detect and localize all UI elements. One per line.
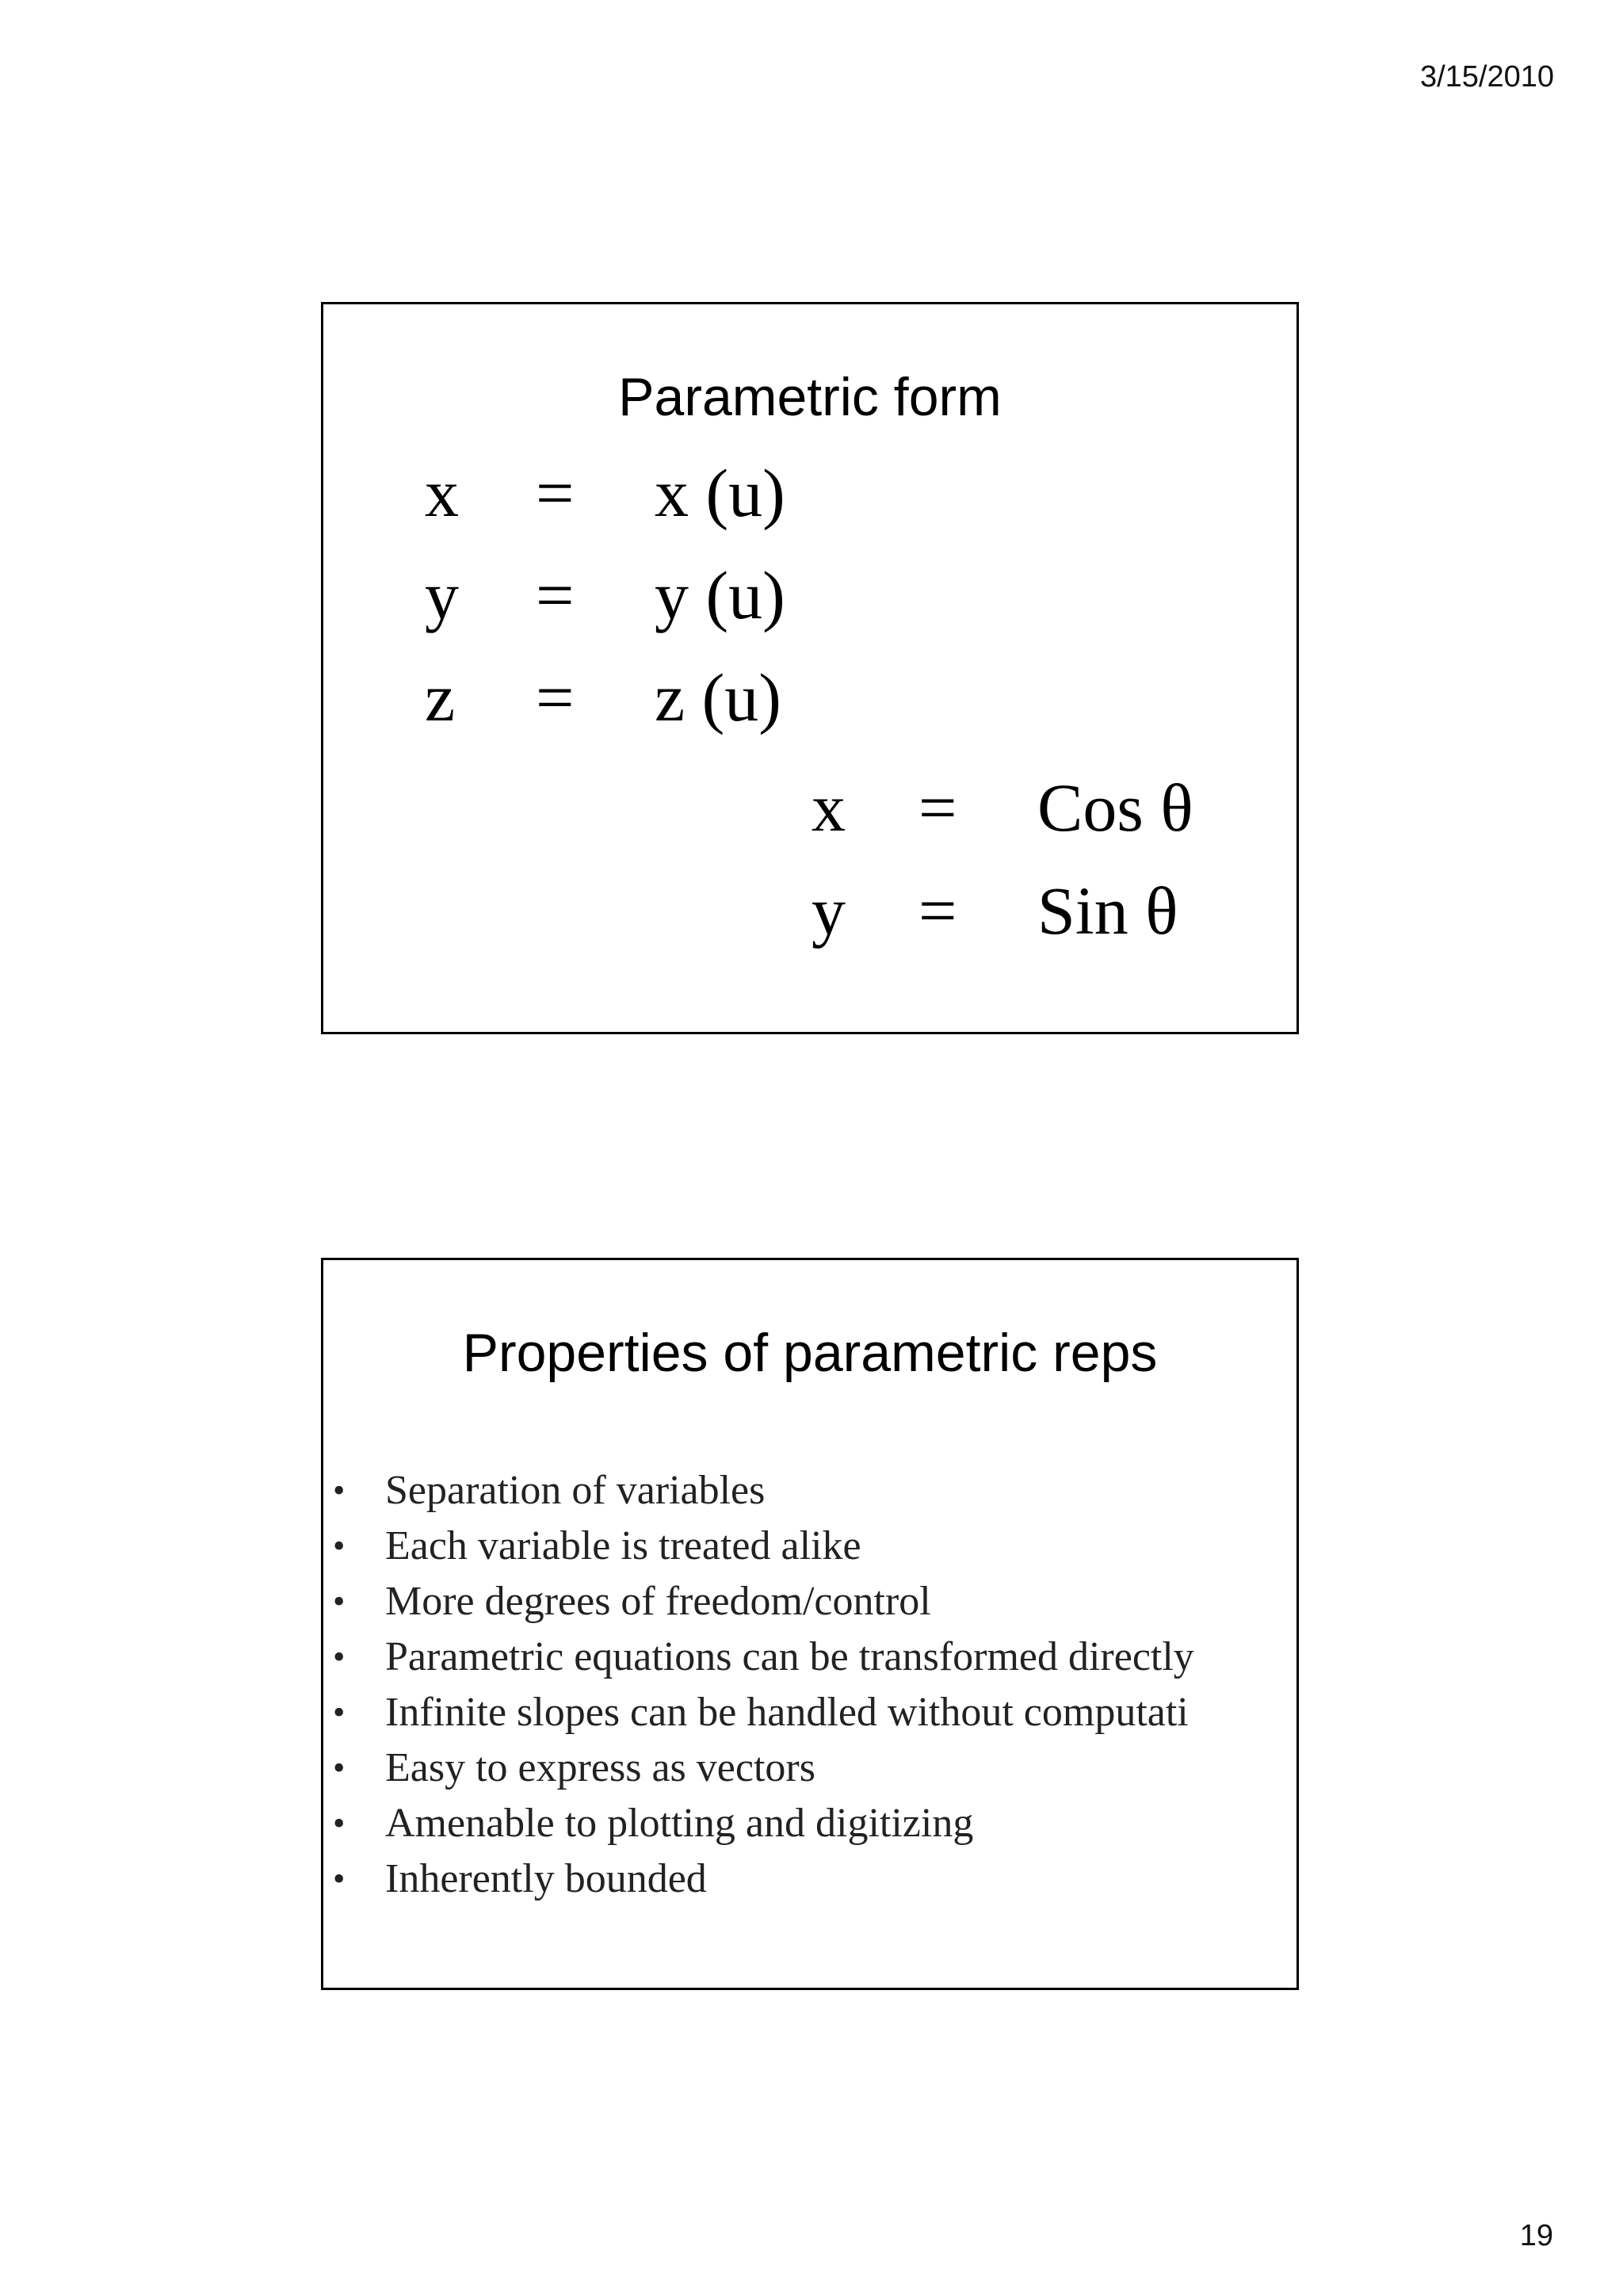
slide-title: Properties of parametric reps — [462, 1323, 1158, 1383]
equation-rhs: Sin θ — [1037, 873, 1178, 949]
equation-rhs: z (u) — [655, 659, 781, 735]
list-item-text: Inherently bounded — [385, 1856, 707, 1901]
bullet-icon: • — [333, 1526, 346, 1565]
list-item — [323, 1740, 1194, 1796]
list-item — [323, 1574, 1194, 1629]
list-item — [323, 1519, 1194, 1574]
bullet-list — [323, 1463, 1194, 1907]
bullet-icon: • — [333, 1637, 346, 1676]
list-item-text: Parametric equations can be transformed directly — [385, 1634, 1194, 1679]
list-item — [323, 1851, 1194, 1907]
bullet-icon: • — [333, 1471, 346, 1510]
list-item — [323, 1685, 1194, 1740]
list-item — [323, 1629, 1194, 1685]
equation-lhs: y — [425, 557, 459, 633]
equation-operator: = — [918, 873, 957, 949]
bullet-icon: • — [333, 1582, 346, 1621]
list-item-text: Separation of variables — [385, 1468, 766, 1513]
equation-lhs: x — [812, 770, 846, 846]
equation-rhs: y (u) — [655, 557, 785, 633]
equation-lhs: z — [425, 659, 456, 735]
list-item-text: Easy to express as vectors — [385, 1745, 815, 1790]
slide-title: Parametric form — [618, 367, 1002, 427]
equation-operator: = — [536, 557, 575, 633]
list-item — [323, 1796, 1194, 1851]
bullet-icon: • — [333, 1693, 346, 1732]
equation-lhs: x — [425, 455, 459, 531]
list-item — [323, 1463, 1194, 1519]
list-item-text: Infinite slopes can be handled without computati — [385, 1690, 1189, 1735]
list-item-text: Each variable is treated alike — [385, 1523, 861, 1568]
equation-lhs: y — [812, 873, 846, 949]
equation-operator: = — [918, 770, 957, 846]
list-item-text: Amenable to plotting and digitizing — [385, 1801, 974, 1846]
equation-rhs: Cos θ — [1037, 770, 1193, 846]
page-number: 19 — [1519, 2219, 1553, 2252]
equation-rhs: x (u) — [655, 455, 785, 531]
bullet-icon: • — [333, 1748, 346, 1787]
bullet-icon: • — [333, 1804, 346, 1843]
bullet-icon: • — [333, 1859, 346, 1898]
equation-operator: = — [536, 455, 575, 531]
page-date: 3/15/2010 — [1419, 60, 1554, 94]
list-item-text: More degrees of freedom/control — [385, 1579, 931, 1624]
slide-properties — [321, 1258, 1299, 1990]
equation-operator: = — [536, 659, 575, 735]
slide-parametric-form — [321, 302, 1299, 1034]
